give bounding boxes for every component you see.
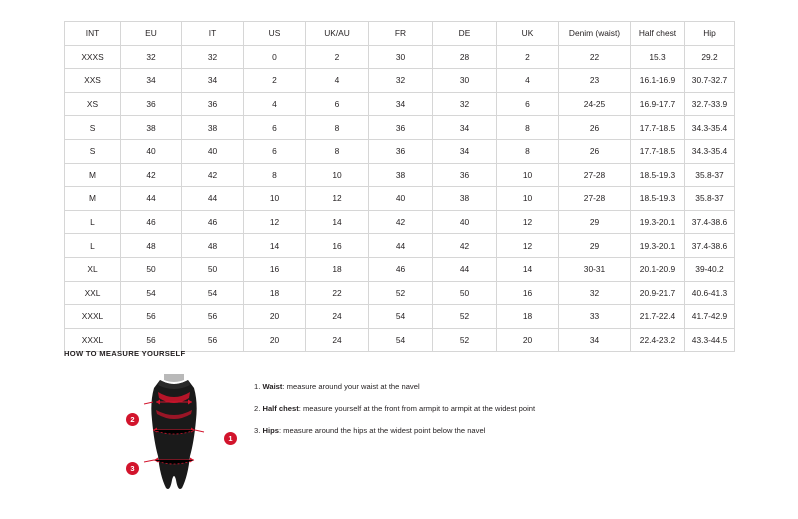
cell-it: 38 [182,116,244,140]
mannequin-illustration [134,368,214,498]
column-header-fr: FR [369,22,433,46]
cell-eu: 56 [121,328,182,352]
cell-int: S [65,116,121,140]
cell-de: 28 [433,45,497,69]
column-header-hip: Hip [685,22,735,46]
column-header-de: DE [433,22,497,46]
cell-fr: 54 [369,305,433,329]
column-header-int: INT [65,22,121,46]
cell-ukau: 4 [306,69,369,93]
cell-us: 10 [244,187,306,211]
cell-eu: 50 [121,257,182,281]
size-chart-container [64,21,734,352]
cell-de: 30 [433,69,497,93]
cell-de: 52 [433,328,497,352]
cell-uk: 20 [497,328,559,352]
cell-it: 34 [182,69,244,93]
table-row [65,305,735,329]
cell-eu: 56 [121,305,182,329]
cell-de: 32 [433,92,497,116]
measure-step-hips [254,426,535,435]
cell-it: 32 [182,45,244,69]
badge-half-chest: 2 [126,413,139,426]
cell-hip: 35.8-37 [685,163,735,187]
how-to-measure-body [64,368,734,498]
cell-fr: 52 [369,281,433,305]
cell-de: 44 [433,257,497,281]
cell-ukau: 12 [306,187,369,211]
cell-uk: 16 [497,281,559,305]
cell-us: 0 [244,45,306,69]
cell-fr: 34 [369,92,433,116]
cell-denim-waist: 24-25 [559,92,631,116]
cell-ukau: 24 [306,328,369,352]
cell-denim-waist: 22 [559,45,631,69]
cell-uk: 12 [497,210,559,234]
cell-half-chest: 19.3-20.1 [631,210,685,234]
how-to-measure-section [64,349,734,498]
cell-it: 40 [182,139,244,163]
cell-int: S [65,139,121,163]
cell-uk: 10 [497,187,559,211]
cell-de: 50 [433,281,497,305]
cell-int: L [65,210,121,234]
cell-us: 6 [244,116,306,140]
cell-ukau: 24 [306,305,369,329]
cell-fr: 54 [369,328,433,352]
column-header-uk: UK [497,22,559,46]
cell-us: 20 [244,305,306,329]
step-number: 3. [254,426,261,436]
cell-denim-waist: 34 [559,328,631,352]
measure-step-half-chest [254,404,535,413]
cell-denim-waist: 29 [559,210,631,234]
cell-denim-waist: 27-28 [559,163,631,187]
cell-int: XXXL [65,305,121,329]
cell-hip: 43.3-44.5 [685,328,735,352]
cell-ukau: 10 [306,163,369,187]
step-text: : measure yourself at the front from armpit to armpit at the widest point [298,404,536,414]
cell-fr: 36 [369,116,433,140]
cell-ukau: 18 [306,257,369,281]
cell-eu: 34 [121,69,182,93]
cell-int: XXXS [65,45,121,69]
table-row [65,92,735,116]
cell-hip: 41.7-42.9 [685,305,735,329]
cell-ukau: 16 [306,234,369,258]
badge-waist: 1 [224,432,237,445]
cell-half-chest: 18.5-19.3 [631,187,685,211]
cell-denim-waist: 29 [559,234,631,258]
cell-hip: 40.6-41.3 [685,281,735,305]
size-chart-table [64,21,735,352]
cell-hip: 29.2 [685,45,735,69]
column-header-denim-waist: Denim (waist) [559,22,631,46]
cell-de: 34 [433,139,497,163]
step-term: Waist [262,382,283,391]
step-text: : measure around the hips at the widest point below the navel [278,426,486,436]
cell-half-chest: 16.9-17.7 [631,92,685,116]
cell-de: 34 [433,116,497,140]
cell-eu: 40 [121,139,182,163]
cell-fr: 36 [369,139,433,163]
column-header-eu: EU [121,22,182,46]
cell-eu: 48 [121,234,182,258]
cell-hip: 34.3-35.4 [685,116,735,140]
cell-denim-waist: 33 [559,305,631,329]
cell-int: XXXL [65,328,121,352]
cell-de: 40 [433,210,497,234]
cell-uk: 4 [497,69,559,93]
cell-denim-waist: 26 [559,116,631,140]
cell-eu: 32 [121,45,182,69]
cell-int: M [65,187,121,211]
cell-fr: 38 [369,163,433,187]
cell-uk: 2 [497,45,559,69]
cell-fr: 44 [369,234,433,258]
cell-eu: 42 [121,163,182,187]
cell-hip: 37.4-38.6 [685,234,735,258]
step-number: 1. [254,382,261,391]
cell-uk: 10 [497,163,559,187]
cell-us: 18 [244,281,306,305]
cell-de: 38 [433,187,497,211]
cell-it: 50 [182,257,244,281]
cell-ukau: 22 [306,281,369,305]
cell-eu: 36 [121,92,182,116]
cell-uk: 6 [497,92,559,116]
cell-it: 56 [182,305,244,329]
table-row [65,116,735,140]
cell-it: 42 [182,163,244,187]
cell-it: 48 [182,234,244,258]
table-row [65,139,735,163]
cell-half-chest: 15.3 [631,45,685,69]
cell-ukau: 8 [306,139,369,163]
cell-half-chest: 16.1-16.9 [631,69,685,93]
cell-half-chest: 19.3-20.1 [631,234,685,258]
cell-ukau: 14 [306,210,369,234]
table-row [65,187,735,211]
cell-hip: 34.3-35.4 [685,139,735,163]
cell-fr: 46 [369,257,433,281]
how-to-measure-title: HOW TO MEASURE YOURSELF [64,349,186,358]
cell-de: 42 [433,234,497,258]
cell-half-chest: 20.9-21.7 [631,281,685,305]
table-row [65,163,735,187]
cell-denim-waist: 23 [559,69,631,93]
measure-steps-list [254,368,535,448]
cell-de: 36 [433,163,497,187]
cell-ukau: 6 [306,92,369,116]
cell-fr: 40 [369,187,433,211]
cell-eu: 54 [121,281,182,305]
cell-half-chest: 21.7-22.4 [631,305,685,329]
cell-ukau: 8 [306,116,369,140]
cell-denim-waist: 32 [559,281,631,305]
cell-eu: 38 [121,116,182,140]
cell-half-chest: 18.5-19.3 [631,163,685,187]
table-row [65,69,735,93]
cell-us: 4 [244,92,306,116]
cell-it: 46 [182,210,244,234]
measurement-figure [104,368,234,498]
step-term: Hips [262,426,279,436]
cell-uk: 14 [497,257,559,281]
table-row [65,45,735,69]
column-header-it: IT [182,22,244,46]
cell-hip: 35.8-37 [685,187,735,211]
table-row [65,234,735,258]
cell-int: L [65,234,121,258]
cell-denim-waist: 30-31 [559,257,631,281]
cell-it: 54 [182,281,244,305]
cell-half-chest: 17.7-18.5 [631,139,685,163]
cell-uk: 18 [497,305,559,329]
measure-step-waist [254,382,535,391]
cell-int: M [65,163,121,187]
cell-hip: 39-40.2 [685,257,735,281]
table-row [65,210,735,234]
cell-denim-waist: 26 [559,139,631,163]
step-term: Half chest [262,404,299,414]
cell-us: 6 [244,139,306,163]
table-row [65,281,735,305]
step-text: : measure around your waist at the navel [282,382,420,391]
cell-ukau: 2 [306,45,369,69]
cell-eu: 46 [121,210,182,234]
cell-int: XXS [65,69,121,93]
cell-half-chest: 22.4-23.2 [631,328,685,352]
cell-int: XS [65,92,121,116]
cell-fr: 30 [369,45,433,69]
cell-half-chest: 17.7-18.5 [631,116,685,140]
cell-denim-waist: 27-28 [559,187,631,211]
cell-it: 44 [182,187,244,211]
cell-fr: 42 [369,210,433,234]
table-row [65,257,735,281]
column-header-ukau: UK/AU [306,22,369,46]
cell-uk: 12 [497,234,559,258]
cell-us: 14 [244,234,306,258]
cell-it: 56 [182,328,244,352]
cell-us: 8 [244,163,306,187]
cell-us: 2 [244,69,306,93]
cell-fr: 32 [369,69,433,93]
cell-int: XL [65,257,121,281]
cell-eu: 44 [121,187,182,211]
cell-us: 16 [244,257,306,281]
cell-int: XXL [65,281,121,305]
cell-hip: 37.4-38.6 [685,210,735,234]
cell-us: 20 [244,328,306,352]
step-number: 2. [254,404,261,414]
cell-hip: 30.7-32.7 [685,69,735,93]
column-header-half-chest: Half chest [631,22,685,46]
column-header-us: US [244,22,306,46]
cell-uk: 8 [497,139,559,163]
cell-it: 36 [182,92,244,116]
cell-hip: 32.7-33.9 [685,92,735,116]
cell-us: 12 [244,210,306,234]
cell-uk: 8 [497,116,559,140]
table-header-row [65,22,735,46]
badge-hips: 3 [126,462,139,475]
cell-half-chest: 20.1-20.9 [631,257,685,281]
cell-de: 52 [433,305,497,329]
